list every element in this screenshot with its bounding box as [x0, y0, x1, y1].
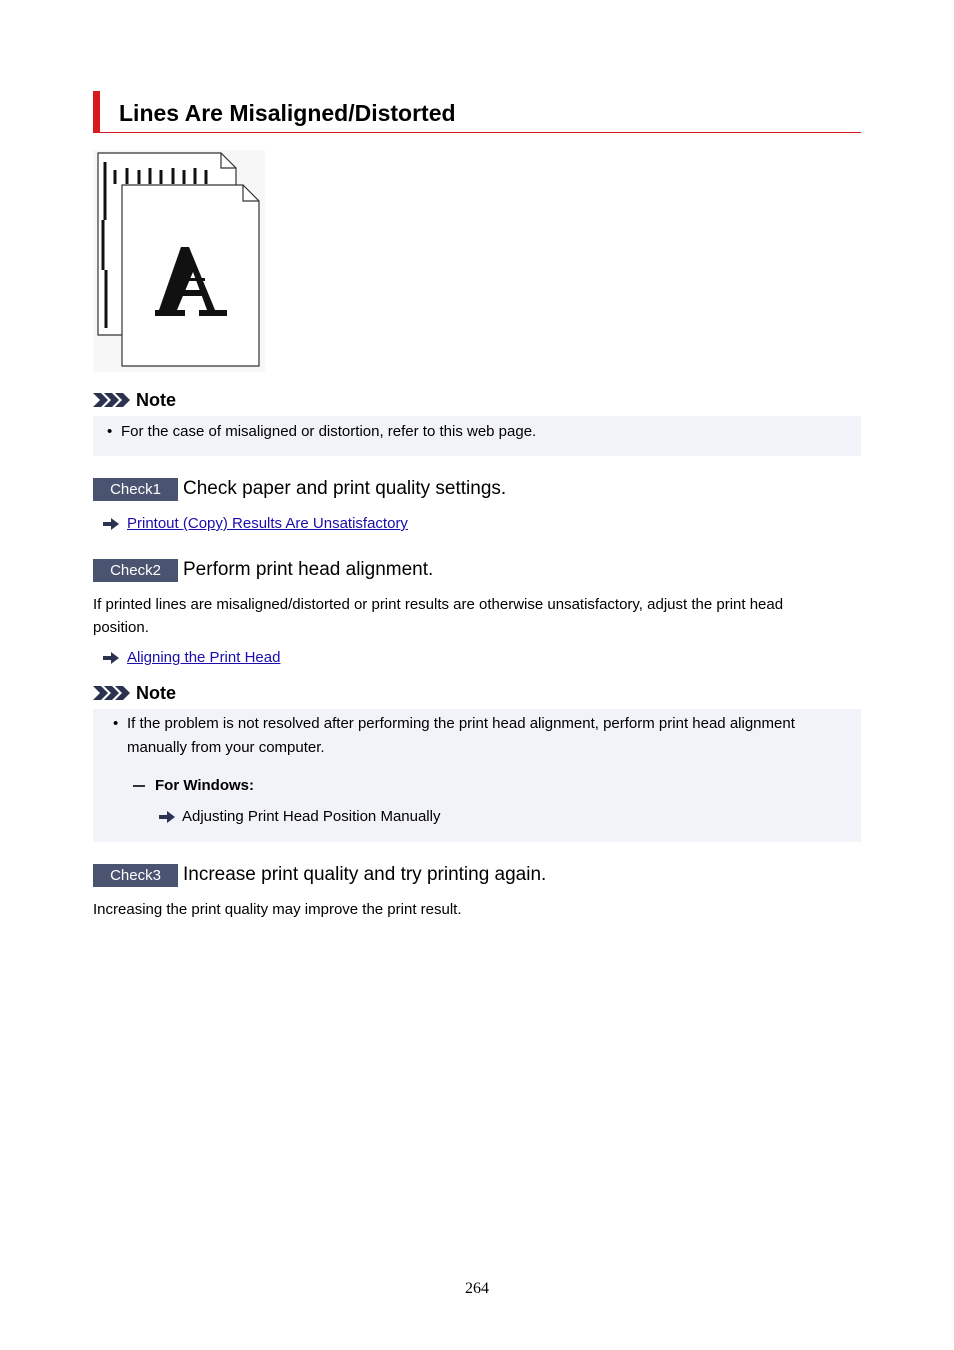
check2-body-line2: position. — [93, 619, 149, 636]
note-heading — [93, 683, 176, 703]
title-accent-bar — [93, 91, 100, 133]
note-heading — [93, 390, 176, 410]
check1-link[interactable]: Printout (Copy) Results Are Unsatisfactory — [127, 515, 408, 532]
check1-badge: Check1 — [93, 478, 178, 501]
check2-link[interactable]: Aligning the Print Head — [127, 649, 281, 666]
note-bullet: • — [113, 715, 119, 732]
check1-title: Check paper and print quality settings. — [183, 478, 507, 499]
note-bullet: • — [107, 423, 113, 440]
note-arrows-icon — [93, 685, 131, 701]
title-underline — [100, 132, 861, 133]
page-number: 264 — [465, 1280, 489, 1297]
note-text-line2: manually from your computer. — [127, 739, 325, 756]
check2-badge: Check2 — [93, 559, 178, 582]
note-text-line1: If the problem is not resolved after performing the print head alignment, perform print head alignment — [127, 715, 795, 732]
check2-body-line1: If printed lines are misaligned/distorted or print results are otherwise unsatisfactory, adjust the print head — [93, 596, 784, 613]
note-label: Note — [136, 683, 176, 703]
check3-badge: Check3 — [93, 864, 178, 887]
right-arrow-icon — [159, 811, 175, 823]
sub-heading: For Windows: — [155, 777, 255, 794]
note-text: For the case of misaligned or distortion, refer to this web page. — [121, 423, 537, 440]
note-arrows-icon — [93, 392, 131, 408]
right-arrow-icon — [103, 652, 119, 664]
note-label: Note — [136, 390, 176, 410]
printed-pages-illustration — [93, 150, 265, 372]
check2-title: Perform print head alignment. — [183, 559, 434, 580]
sub-item: Adjusting Print Head Position Manually — [182, 808, 441, 825]
page-title: Lines Are Misaligned/Distorted — [119, 100, 456, 126]
check3-title: Increase print quality and try printing again. — [183, 864, 547, 885]
right-arrow-icon — [103, 518, 119, 530]
dash-marker — [133, 785, 145, 787]
check3-body: Increasing the print quality may improve the print result. — [93, 901, 462, 918]
